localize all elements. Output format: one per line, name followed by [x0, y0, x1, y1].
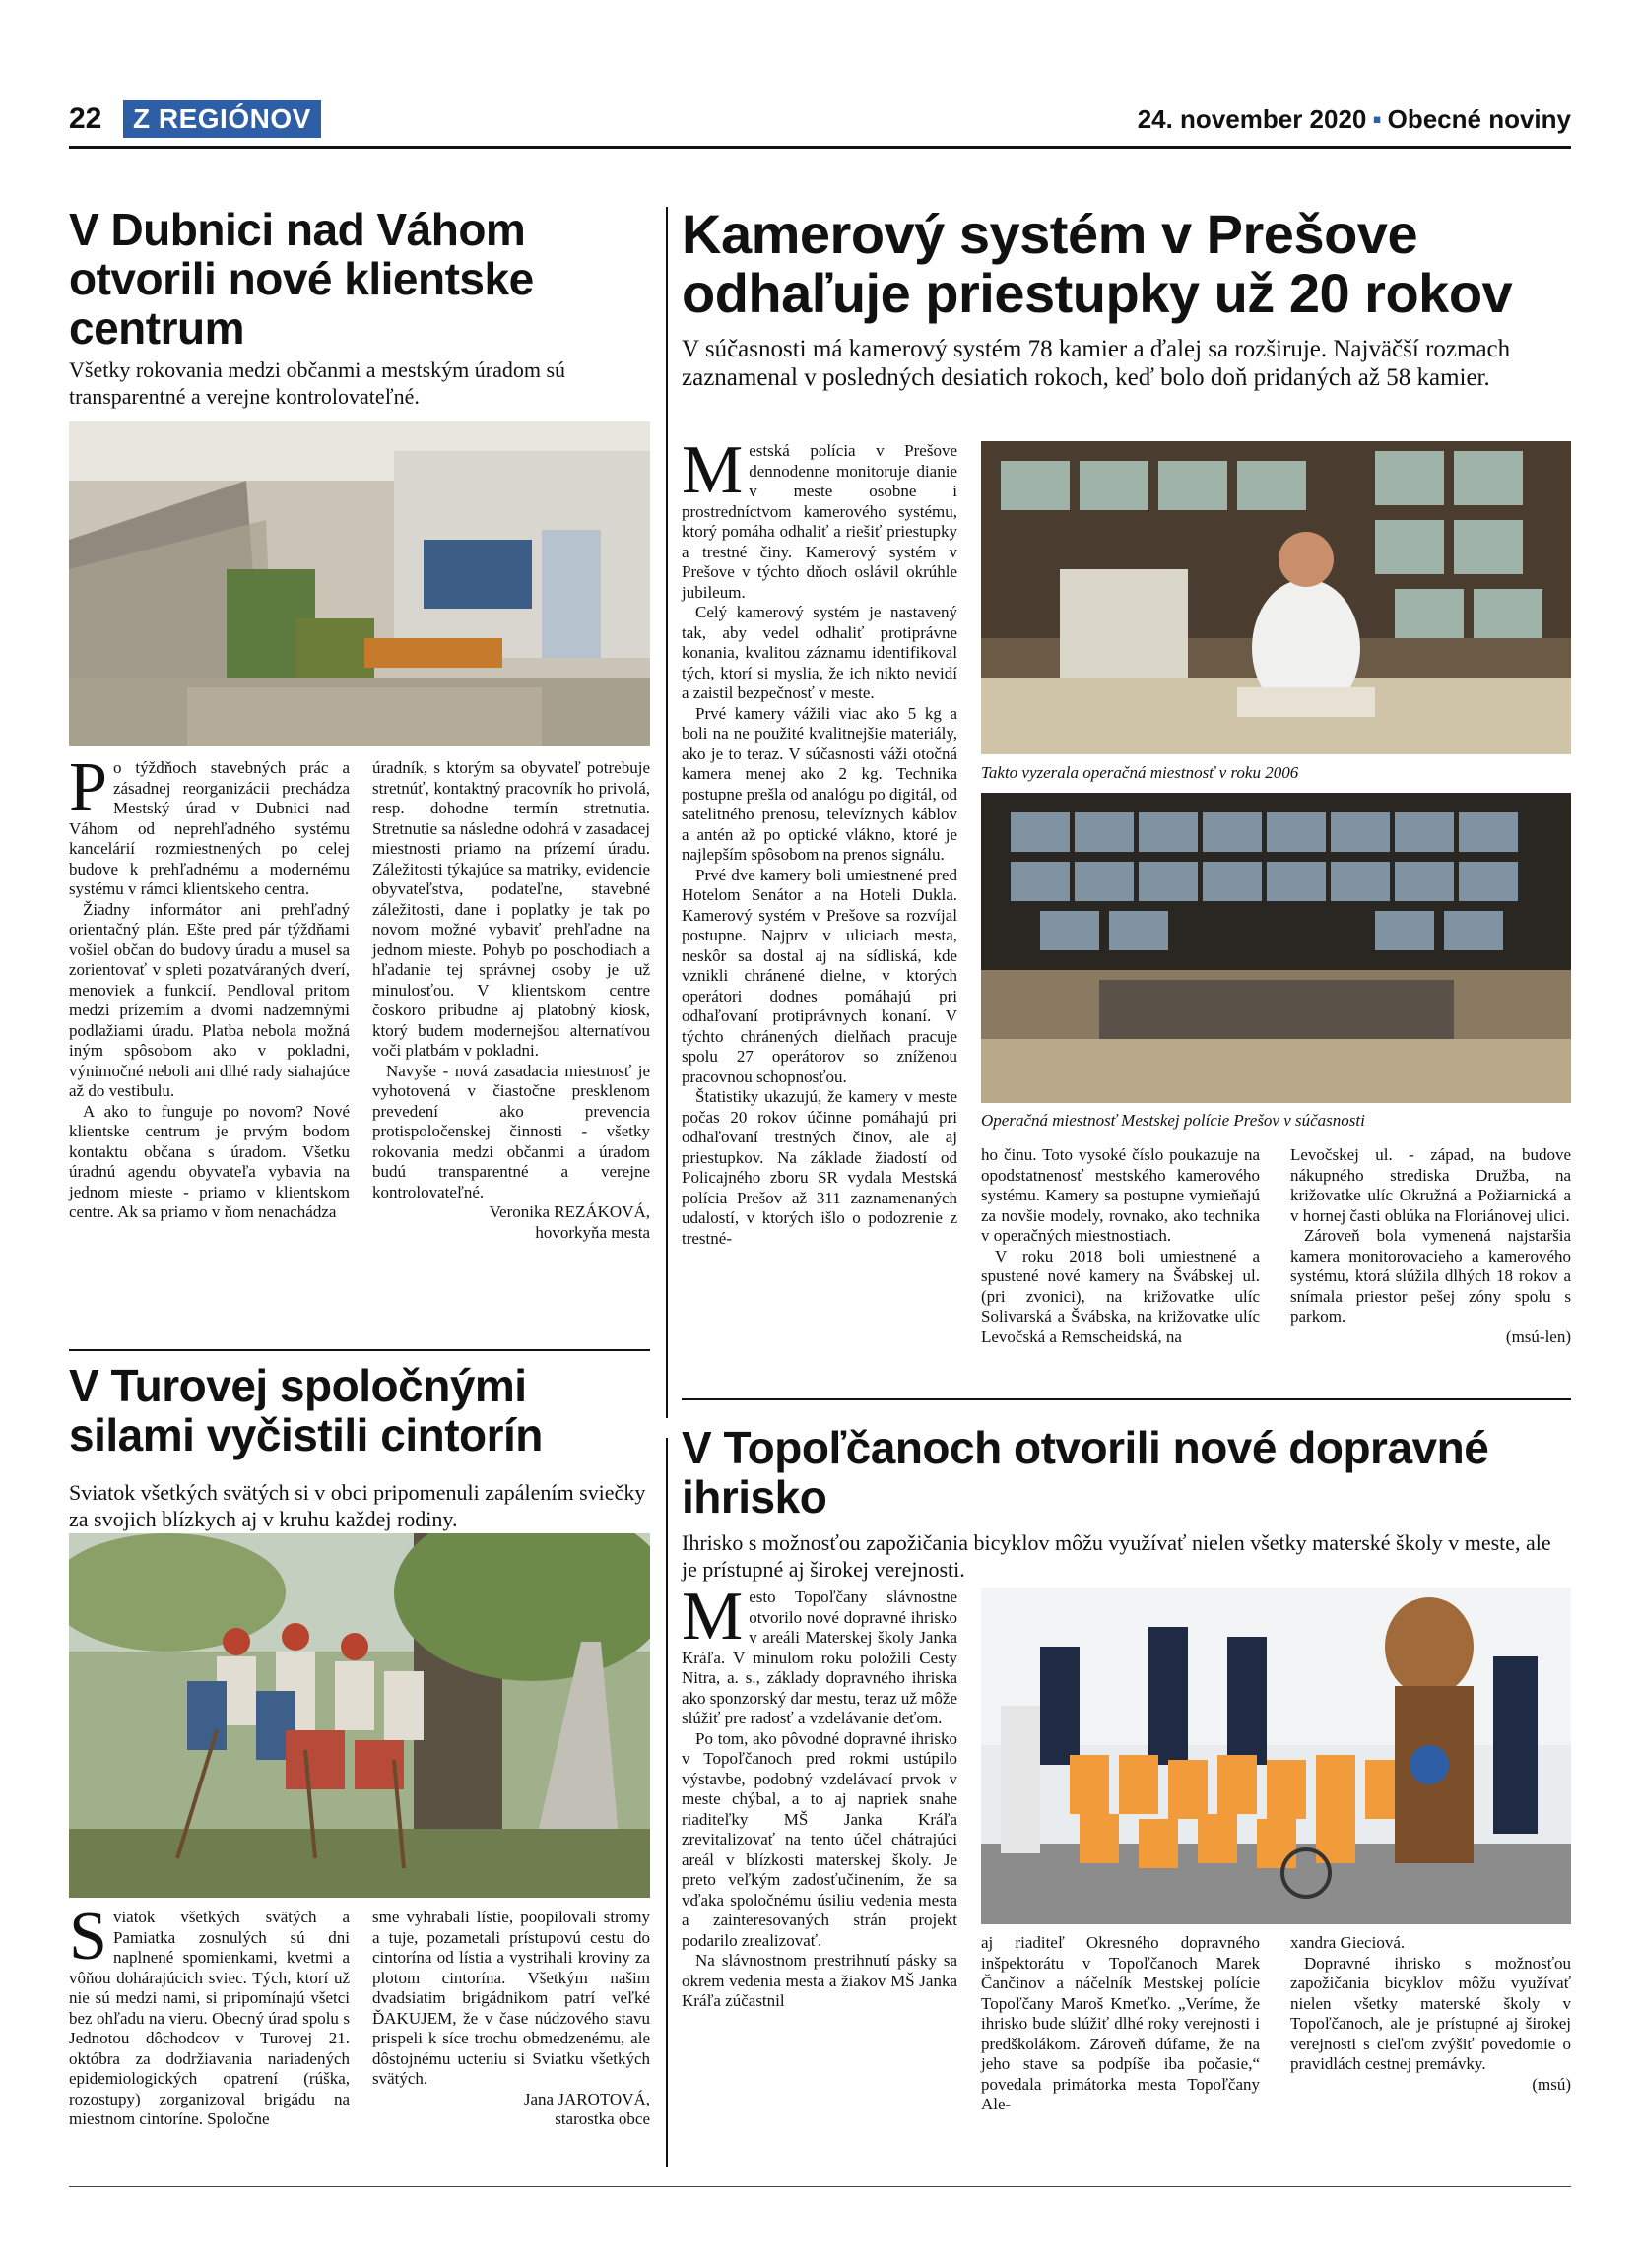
- article2-title: Kamerový systém v Prešove odhaľuje priestupky už 20 rokov: [682, 203, 1513, 324]
- paragraph: Na slávnostnom prestrihnutí pásky sa okrem vedenia mesta a žiakov MŠ Janka Kráľa zúčastnil: [682, 1951, 957, 2010]
- paragraph: Prvé kamery vážili viac ako 5 kg a boli na ne použité kvalitnejšie materiály, ako je to teraz. V súčasnosti váži otočná kamera menej ako 2 kg. Technika postupne prešla od analógu po digitál, od satelitného prenosu, televíznych káblov a antén až po optické vlákno, ktoré je najlepším spôsobom na prenos signálu.: [682, 703, 957, 864]
- paragraph: Po tom, ako pôvodné dopravné ihrisko v Topoľčanoch pred rokmi ustúpilo výstavbe, podobný vzdelávací prvok v meste chýbal, a to aj napriek snahe riaditeľky MŠ Janka Kráľa zrevitalizovať na tento účel chátrajúci areál v blízkosti materskej školy. Je preto veľkým zadosťučinením, že sa vďaka spoločnému úsiliu vedenia mesta a zainteresovaných strán projekt podarilo zrealizovať.: [682, 1728, 957, 1950]
- signature-name: Veronika REZÁKOVÁ,: [489, 1202, 650, 1221]
- publication-name: Obecné noviny: [1387, 104, 1571, 134]
- paragraph: Po týždňoch stavebných prác a zásadnej reorganizácii prechádza Mestský úrad v Dubnici nad Váhom od neprehľadného systému kancelárií rozmiestnených po celej budove k prehľadnému a modernému systému v rámci klientskeho centra.: [69, 749, 350, 898]
- paragraph: ho činu. Toto vysoké číslo poukazuje na opodstatnenosť mestského kamerového systému. Kamery sa postupne vymieňajú za novšie modely, rovnako, ako technika v operačných miestnostiach.: [981, 1145, 1260, 1245]
- article-divider: [682, 1398, 1571, 1400]
- drop-cap: S: [69, 1899, 107, 1975]
- paragraph: Prvé dve kamery boli umiestnené pred Hotelom Senátor a na Hoteli Dukla. Kamerový systém v Prešove sa rozvíjal postupne. Najprv v uliciach mesta, neskôr sa dostal aj na sídliská, kde vznikli chránené dielne, v ktorých operátori dodnes pomáhajú pri odhaľovaní protiprávnych konaní. V týchto chránených dielňach pracuje spolu 27 operátorov so zníženou pracovnou schopnosťou.: [682, 865, 957, 1086]
- paragraph: Sviatok všetkých svätých a Pamiatka zosnulých sú dni naplnené spomienkami, kvetmi a vôňou dohárajúcich sviec. Tých, ktorí už nie sú medzi nami, si pripomínajú všetci bez ohľadu na vieru. Obecný úrad spolu s Jednotou dôchodcov v Turovej 21. októbra za dodržiavania nariadených epidemiologických opatrení (rúška, rozostupy) zorganizoval brigádu na miestnom cintoríne. Spoločne: [69, 1899, 350, 2128]
- article2-column-1: [682, 432, 957, 1249]
- article1-column-2: [372, 758, 650, 1243]
- paragraph: Dopravné ihrisko s možnosťou zapožičania bicyklov môžu využívať nielen všetky materské školy v Topoľčanoch, ale je prístupné aj širokej verejnosti s cieľom zvýšiť povedomie o pravidlách cestnej premávky.: [1290, 1953, 1571, 2073]
- header-rule: [69, 146, 1571, 149]
- paragraph: V roku 2018 boli umiestnené a spustené nové kamery na Švábskej ul. (pri zvonici), na križovatke ulíc Solivarská a Švábska, na križovatke ulíc Levočská a Remscheidská, na: [981, 1246, 1260, 1346]
- paragraph: úradník, s ktorým sa obyvateľ potrebuje stretnúť, kontaktný pracovník ho privolá, resp. dohodne termín stretnutia. Stretnutie sa následne odohrá v zasadacej miestnosti priamo na prízemí úradu. Záležitosti týkajúce sa matriky, evidencie obyvateľstva, podateľne, stavebné záležitosti, dane i poplatky je tak po novom možné vybaviť prehľadne na jednom mieste. Pohyb po poschodiach a hľadanie tej správnej osoby je už minulosťou. V klientskom centre čoskoro pribudne aj platobný kiosk, ktorý budem modernejšou alternatívou voči platbám v pokladni.: [372, 758, 650, 1060]
- paragraph: Celý kamerový systém je nastavený tak, aby vedel odhaliť protiprávne konania, kvalitou záznamu identifikoval tých, ktorí si myslia, že ich nikto nevidí a zaistil bezpečnosť v meste.: [682, 603, 957, 702]
- article1-lead: Všetky rokovania medzi občanmi a mestským úradom sú transparentné a verejne kontrolovateľné.: [69, 357, 566, 409]
- issue-info: [1138, 104, 1571, 135]
- paragraph: xandra Gieciová.: [1290, 1933, 1406, 1952]
- column-divider: [666, 207, 668, 1418]
- article2-column-3: [1290, 1145, 1571, 1347]
- section-label: Z REGIÓNOV: [123, 100, 321, 138]
- article4-column-3: [1290, 1933, 1571, 2095]
- paragraph: Levočskej ul. - západ, na budove nákupného strediska Družba, na križovatke ulíc Okružná a Požiarnická a v hornej časti oblúka na Floriánovej ulici.: [1290, 1145, 1571, 1225]
- column-divider: [666, 1438, 668, 2167]
- caption-current: Operačná miestnosť Mestskej polície Prešov v súčasnosti: [981, 1111, 1365, 1130]
- photo-traffic-playground: [981, 1588, 1571, 1924]
- signature-role: hovorkyňa mesta: [535, 1222, 650, 1242]
- photo-operations-room-2006: [981, 441, 1571, 754]
- caption-2006: Takto vyzerala operačná miestnosť v roku 2006: [981, 763, 1299, 782]
- paragraph: A ako to funguje po novom? Nové klientske centrum je prvým bodom kontaktu občana s úradom. Všetku úradnú agendu obyvateľa vybavia na jednom mieste - priamo v klientskom centre. Ak sa priamo v ňom nenachádza: [69, 1101, 350, 1221]
- article4-title: V Topoľčanoch otvorili nové dopravné ihrisko: [682, 1422, 1489, 1523]
- photo-cemetery-volunteers: [69, 1533, 650, 1898]
- paragraph: Štatistiky ukazujú, že kamery v meste počas 20 rokov účinne pomáhajú pri odhaľovaní trestných činov, ale aj priestupkov. Na základe žiadostí od Policajného zboru SR vydala Mestská polícia Prešov až 311 zaznamenaných udalostí, v ktorých išlo o podozrenie z trestné-: [682, 1087, 957, 1248]
- paragraph: sme vyhrabali lístie, poopilovali stromy a tuje, pozametali prístupovú cestu do cintorína od lístia a vystrihali kroviny za plotom cintorína. Všetkým našim dvadsiatim brigádnikom patrí veľké ĎAKUJEM, že v čase núdzového stavu prispeli k síce trochu obmedzenému, ale dôstojnému ucteniu si Sviatku všetkých svätých.: [372, 1908, 650, 2088]
- article2-column-2: [981, 1145, 1260, 1347]
- article3-column-2: [372, 1908, 650, 2130]
- photo-client-center: [69, 421, 650, 746]
- signature-name: Jana JAROTOVÁ,: [523, 2089, 650, 2108]
- paragraph: Zároveň bola vymenená najstaršia kamera monitorovacieho a kamerového systému, ktorá slúžila dlhých 18 rokov a snímala priestor pešej zóny spolu s parkom.: [1290, 1226, 1571, 1326]
- article1-title: V Dubnici nad Váhom otvorili nové klientske centrum: [69, 204, 534, 354]
- signature: (msú): [1532, 2074, 1571, 2094]
- article4-column-1: [682, 1579, 957, 2012]
- separator-dot: ▪: [1372, 104, 1382, 134]
- drop-cap: M: [682, 432, 744, 508]
- paragraph: Navyše - nová zasadacia miestnosť je vyhotovená v čiastočne presklenom prevedení ako prevencia protispoločenskej činnosti - všetky rokovania medzi občanmi a úradom budú transparentné a verejne kontrolovateľné.: [372, 1061, 650, 1201]
- paragraph: aj riaditeľ Okresného dopravného inšpektorátu v Topoľčanoch Marek Čančinov a náčelník Mestskej polície Topoľčany Maroš Kmeťko. „Veríme, že ihrisko bude slúžiť dlhé roky verejnosti i predškolákom. Zároveň dúfame, že na jeho stave sa podpíše iba počasie,“ povedala primátorka mesta Topoľčany Ale-: [981, 1933, 1260, 2113]
- article-divider: [69, 1349, 650, 1351]
- page-number: 22: [69, 102, 102, 135]
- article2-lead: V súčasnosti má kamerový systém 78 kamier a ďalej sa rozširuje. Najväčší rozmach zaznamenal v posledných desiatich rokoch, keď bolo doň pridaných až 58 kamier.: [682, 336, 1511, 391]
- issue-date: 24. november 2020: [1137, 104, 1367, 134]
- article4-lead: Ihrisko s možnosťou zapožičania bicyklov môžu využívať nielen všetky materské školy v meste, ale je prístupné aj širokej verejnosti.: [682, 1530, 1551, 1582]
- paragraph: Mesto Topoľčany slávnostne otvorilo nové dopravné ihrisko v areáli Materskej školy Janka Kráľa. V minulom roku položili Cesty Nitra, a. s., základy dopravného ihriska ako sponzorský dar mestu, teraz už môže slúžiť pre radosť a vzdelávanie deťom.: [682, 1579, 957, 1727]
- article1-column-1: [69, 749, 350, 1223]
- photo-operations-room-current: [981, 793, 1571, 1103]
- article3-column-1: [69, 1899, 350, 2130]
- drop-cap: M: [682, 1579, 744, 1654]
- paragraph: Mestská polícia v Prešove dennodenne monitoruje dianie v meste osobne i prostredníctvom kamerového systému, ktorý pomáha odhaliť a riešiť priestupky a trestné činy. Kamerový systém v Prešove v týchto dňoch oslávil okrúhle jubileum.: [682, 432, 957, 602]
- signature-role: starostka obce: [555, 2109, 650, 2128]
- paragraph: Žiadny informátor ani prehľadný orientačný plán. Ešte pred pár týždňami vošiel občan do budovy úradu a musel sa zorientovať v spleti pozatváraných dverí, menoviek a funkcií. Pendloval pritom medzi prízemím a dvomi nadzemnými podlažiami úradu. Platba nebola možná iným spôsobom ako v pokladni, výnimočné neboli ani dlhé rady siahajúce až do vestibulu.: [69, 899, 350, 1100]
- drop-cap: P: [69, 749, 107, 825]
- article4-column-2: [981, 1933, 1260, 2115]
- article3-title: V Turovej spoločnými silami vyčistili cintorín: [69, 1360, 543, 1460]
- footer-rule: [69, 2186, 1571, 2187]
- signature: (msú-len): [1505, 1327, 1571, 1346]
- article3-lead: Sviatok všetkých svätých si v obci pripomenuli zapálením sviečky za svojich blízkych aj v kruhu každej rodiny.: [69, 1480, 646, 1531]
